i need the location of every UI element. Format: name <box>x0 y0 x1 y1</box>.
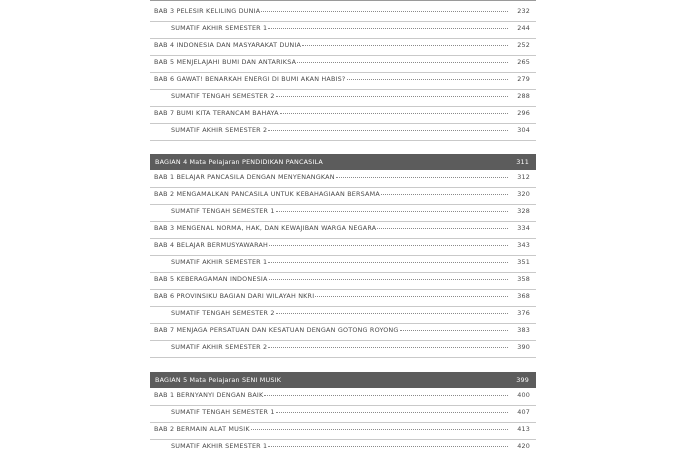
toc-entry-title: BAB 3 MENGENAL NORMA, HAK, DAN KEWAJIBAN WARGA NEGARA <box>154 224 377 232</box>
toc-entry-title: SUMATIF TENGAH SEMESTER 2 <box>171 92 275 100</box>
toc-entry-title: BAB 2 BERMAIN ALAT MUSIK <box>154 425 250 433</box>
toc-entry-page: 312 <box>517 173 530 181</box>
toc-entry-line <box>171 442 530 450</box>
toc-entry-page: 368 <box>517 292 530 300</box>
toc-entry[interactable] <box>150 73 536 90</box>
toc-entry-page: 420 <box>517 442 530 450</box>
toc-entry-line <box>154 292 530 306</box>
toc-entry[interactable] <box>150 290 536 307</box>
toc-entry-line <box>154 75 530 89</box>
toc-entry-page: 252 <box>517 41 530 49</box>
toc-entry-page: 334 <box>517 224 530 232</box>
toc-entry-title: SUMATIF AKHIR SEMESTER 2 <box>171 343 268 351</box>
toc-entry-page: 328 <box>517 207 530 215</box>
row-divider <box>150 357 536 358</box>
toc-entry[interactable] <box>150 188 536 205</box>
toc-entry[interactable] <box>150 107 536 124</box>
toc-entry-page: 232 <box>517 7 530 15</box>
toc-entry[interactable] <box>150 423 536 440</box>
toc-entry-title: BAB 5 MENJELAJAHI BUMI DAN ANTARIKSA <box>154 58 297 66</box>
section-header[interactable] <box>150 154 536 170</box>
toc-entry-title: SUMATIF TENGAH SEMESTER 1 <box>171 207 275 215</box>
toc-entry-page: 351 <box>517 258 530 266</box>
toc-entry[interactable] <box>150 205 536 222</box>
dot-leader <box>268 262 508 263</box>
toc-entry-page: 376 <box>517 309 530 317</box>
dot-leader <box>377 228 508 229</box>
toc-entry-page: 390 <box>517 343 530 351</box>
toc-entry[interactable] <box>150 171 536 188</box>
toc-entry-line <box>154 190 530 204</box>
toc-entry-line <box>154 425 530 439</box>
toc-entry-page: 320 <box>517 190 530 198</box>
toc-entry-line <box>171 258 530 272</box>
toc-entry[interactable] <box>150 307 536 324</box>
toc-entry-line <box>154 41 530 55</box>
toc-entry-title: BAB 3 PELESIR KELILING DUNIA <box>154 7 261 15</box>
toc-entry-page: 413 <box>517 425 530 433</box>
toc-entry[interactable] <box>150 124 536 141</box>
toc-entry[interactable] <box>150 440 536 450</box>
toc-entry[interactable] <box>150 39 536 56</box>
toc-entry-page: 383 <box>517 326 530 334</box>
toc-entry-title: SUMATIF AKHIR SEMESTER 1 <box>171 258 268 266</box>
toc-entry-line <box>154 173 530 187</box>
dot-leader <box>336 177 508 178</box>
toc-entry[interactable] <box>150 406 536 423</box>
dot-leader <box>315 296 508 297</box>
dot-leader <box>297 62 508 63</box>
toc-entry-page: 400 <box>517 391 530 399</box>
toc-entry-page: 343 <box>517 241 530 249</box>
dot-leader <box>276 412 508 413</box>
dot-leader <box>261 11 508 12</box>
dot-leader <box>269 279 508 280</box>
toc-entry[interactable] <box>150 341 536 358</box>
dot-leader <box>268 130 508 131</box>
toc-entry-title: SUMATIF AKHIR SEMESTER 1 <box>171 24 268 32</box>
dot-leader <box>302 45 508 46</box>
toc-entry-line <box>171 408 530 422</box>
toc-entry[interactable] <box>150 22 536 39</box>
section-title: BAGIAN 5 Mata Pelajaran SENI MUSIK <box>155 376 282 384</box>
toc-entry-line <box>171 126 530 140</box>
dot-leader <box>276 313 508 314</box>
dot-leader <box>268 28 508 29</box>
toc-entry-page: 304 <box>517 126 530 134</box>
toc-entry-line <box>154 326 530 340</box>
dot-leader <box>251 429 508 430</box>
dot-leader <box>347 79 508 80</box>
toc-entry-line <box>154 391 530 405</box>
toc-entry-line <box>154 275 530 289</box>
toc-entry[interactable] <box>150 56 536 73</box>
toc-entry-line <box>171 309 530 323</box>
toc-entry-title: SUMATIF AKHIR SEMESTER 2 <box>171 126 268 134</box>
dot-leader <box>268 347 508 348</box>
toc-entry-title: BAB 7 MENJAGA PERSATUAN DAN KESATUAN DENGAN GOTONG ROYONG <box>154 326 399 334</box>
toc-entry-line <box>171 92 530 106</box>
dot-leader <box>264 395 508 396</box>
toc-entry-line <box>154 224 530 238</box>
section-header[interactable] <box>150 372 536 388</box>
toc-entry[interactable] <box>150 324 536 341</box>
toc-entry-title: BAB 1 BELAJAR PANCASILA DENGAN MENYENANGKAN <box>154 173 335 181</box>
toc-entry[interactable] <box>150 90 536 107</box>
toc-entry-title: SUMATIF TENGAH SEMESTER 1 <box>171 408 275 416</box>
section-page: 399 <box>516 376 529 384</box>
row-divider <box>150 140 536 141</box>
dot-leader <box>400 330 508 331</box>
toc-entry-page: 244 <box>517 24 530 32</box>
toc-entry[interactable] <box>150 256 536 273</box>
toc-entry[interactable] <box>150 389 536 406</box>
dot-leader <box>269 245 508 246</box>
toc-entry-title: BAB 5 KEBERAGAMAN INDONESIA <box>154 275 268 283</box>
toc-entry-title: BAB 6 PROVINSIKU BAGIAN DARI WILAYAH NKRI <box>154 292 315 300</box>
toc-entry-page: 296 <box>517 109 530 117</box>
toc-entry[interactable] <box>150 239 536 256</box>
toc-entry-title: BAB 6 GAWAT! BENARKAH ENERGI DI BUMI AKAN HABIS? <box>154 75 346 83</box>
toc-entry-page: 288 <box>517 92 530 100</box>
toc-entry-line <box>154 241 530 255</box>
toc-entry-title: BAB 1 BERNYANYI DENGAN BAIK <box>154 391 264 399</box>
toc-entry-title: SUMATIF AKHIR SEMESTER 1 <box>171 442 268 450</box>
toc-entry-page: 265 <box>517 58 530 66</box>
dot-leader <box>280 113 508 114</box>
section-page: 311 <box>516 158 529 166</box>
toc-entry-title: BAB 7 BUMI KITA TERANCAM BAHAYA <box>154 109 279 117</box>
dot-leader <box>276 96 508 97</box>
toc-entry-line <box>154 58 530 72</box>
toc-entry-title: BAB 4 INDONESIA DAN MASYARAKAT DUNIA <box>154 41 302 49</box>
toc-entry[interactable] <box>150 273 536 290</box>
toc-entry-line <box>154 109 530 123</box>
toc-entry-line <box>171 207 530 221</box>
toc-entry-title: BAB 2 MENGAMALKAN PANCASILA UNTUK KEBAHAGIAAN BERSAMA <box>154 190 380 198</box>
toc-entry-page: 358 <box>517 275 530 283</box>
toc-entry-line <box>171 343 530 357</box>
toc-entry[interactable] <box>150 5 536 22</box>
toc-entry-line <box>154 7 530 21</box>
toc-entry[interactable] <box>150 222 536 239</box>
toc-entry-page: 279 <box>517 75 530 83</box>
toc-entry-page: 407 <box>517 408 530 416</box>
toc-entry-line <box>171 24 530 38</box>
table-of-contents <box>150 0 536 450</box>
dot-leader <box>381 194 508 195</box>
toc-entry-title: BAB 4 BELAJAR BERMUSYAWARAH <box>154 241 269 249</box>
section-title: BAGIAN 4 Mata Pelajaran PENDIDIKAN PANCASILA <box>155 158 324 166</box>
dot-leader <box>276 211 508 212</box>
dot-leader <box>268 446 508 447</box>
top-divider <box>150 0 536 1</box>
toc-entry-title: SUMATIF TENGAH SEMESTER 2 <box>171 309 275 317</box>
